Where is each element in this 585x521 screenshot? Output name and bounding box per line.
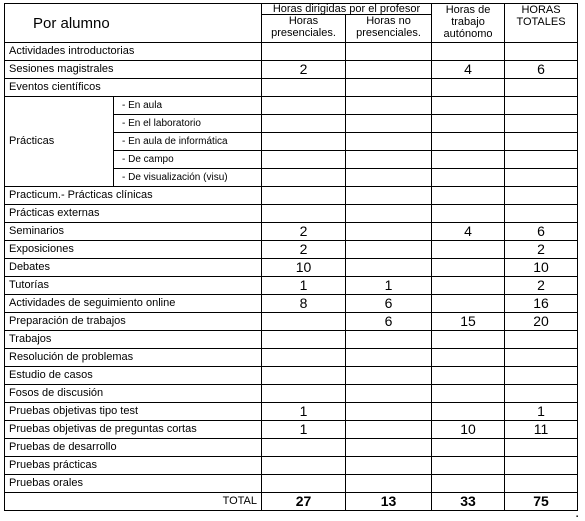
hours-cell-t [505,169,578,187]
activity-label: Pruebas de desarrollo [5,439,262,457]
hours-cell-p: 2 [262,61,346,79]
hours-cell-t [505,475,578,493]
hours-cell-t [505,97,578,115]
hours-cell-p: 2 [262,223,346,241]
hours-cell-np: 1 [346,277,432,295]
hours-cell-a: 33 [432,493,505,511]
hours-cell-np [346,259,432,277]
hours-cell-p: 1 [262,403,346,421]
header-row [5,4,578,15]
activity-label: Exposiciones [5,241,262,259]
table-row [5,223,578,241]
hours-cell-p: 8 [262,295,346,313]
hours-cell-np [346,457,432,475]
activity-label: Tutorías [5,277,262,295]
table-row [5,475,578,493]
presenciales-header: Horas presenciales. [262,15,346,43]
practicas-sub-label: - En aula de informática [114,133,262,151]
table-row [5,79,578,97]
activity-label: Estudio de casos [5,367,262,385]
hours-cell-np: 13 [346,493,432,511]
hours-cell-a: 10 [432,421,505,439]
hours-cell-np [346,133,432,151]
table-row [5,97,578,115]
hours-cell-t: 2 [505,277,578,295]
practicas-sub-label: - De campo [114,151,262,169]
hours-cell-a [432,43,505,61]
activity-label: Actividades de seguimiento online [5,295,262,313]
hours-cell-t: 11 [505,421,578,439]
hours-cell-a [432,115,505,133]
hours-cell-t: 20 [505,313,578,331]
hours-cell-np: 6 [346,313,432,331]
hours-cell-t [505,79,578,97]
hours-cell-t: 2 [505,241,578,259]
hours-cell-a: 4 [432,223,505,241]
hours-cell-t [505,133,578,151]
hours-cell-t: 16 [505,295,578,313]
hours-cell-a [432,385,505,403]
hours-cell-np [346,385,432,403]
no-presenciales-header: Horas no presenciales. [346,15,432,43]
hours-cell-np [346,367,432,385]
table-row [5,259,578,277]
hours-cell-np [346,421,432,439]
hours-cell-t [505,439,578,457]
activity-label: Pruebas objetivas de preguntas cortas [5,421,262,439]
hours-cell-t [505,115,578,133]
hours-cell-a [432,151,505,169]
activity-label: Sesiones magistrales [5,61,262,79]
table-row [5,61,578,79]
corner-mark: ▪ [576,514,579,520]
hours-cell-p: 10 [262,259,346,277]
hours-cell-a [432,205,505,223]
activity-label: Pruebas prácticas [5,457,262,475]
hours-cell-a [432,169,505,187]
hours-table [4,3,578,511]
table-row [5,277,578,295]
activity-label: Preparación de trabajos [5,313,262,331]
table-row [5,439,578,457]
hours-cell-a [432,457,505,475]
hours-cell-p [262,367,346,385]
hours-cell-p [262,457,346,475]
table-row [5,187,578,205]
hours-cell-p [262,43,346,61]
hours-cell-t [505,349,578,367]
hours-cell-p: 1 [262,421,346,439]
hours-cell-p [262,385,346,403]
hours-cell-a [432,97,505,115]
activity-label: Practicum.- Prácticas clínicas [5,187,262,205]
table-row [5,457,578,475]
activity-label: Debates [5,259,262,277]
hours-cell-np [346,223,432,241]
total-label: TOTAL [5,493,262,511]
practicas-sub-label: - En aula [114,97,262,115]
hours-cell-np [346,331,432,349]
table-row [5,241,578,259]
hours-cell-a [432,403,505,421]
activity-label: Resolución de problemas [5,349,262,367]
hours-cell-p [262,205,346,223]
hours-cell-a [432,295,505,313]
hours-cell-a [432,277,505,295]
hours-cell-np [346,97,432,115]
hours-cell-p [262,475,346,493]
activity-label: Pruebas objetivas tipo test [5,403,262,421]
hours-cell-np [346,205,432,223]
hours-cell-t: 6 [505,223,578,241]
practicas-sub-label: - De visualización (visu) [114,169,262,187]
hours-cell-t [505,367,578,385]
hours-cell-np [346,187,432,205]
hours-cell-a [432,259,505,277]
hours-cell-p [262,187,346,205]
hours-cell-a [432,475,505,493]
hours-cell-p [262,169,346,187]
totales-header: HORAS TOTALES [505,4,578,43]
hours-cell-np [346,115,432,133]
hours-cell-p: 1 [262,277,346,295]
total-row [5,493,578,511]
hours-cell-np [346,43,432,61]
table-row [5,205,578,223]
hours-cell-a [432,241,505,259]
table-row [5,349,578,367]
hours-cell-a [432,187,505,205]
hours-cell-np [346,403,432,421]
table-row [5,403,578,421]
hours-cell-np [346,61,432,79]
hours-cell-a: 4 [432,61,505,79]
hours-cell-p: 27 [262,493,346,511]
table-row [5,367,578,385]
hours-cell-t [505,385,578,403]
table-row [5,43,578,61]
table-row [5,331,578,349]
hours-cell-a [432,439,505,457]
table-row [5,295,578,313]
hours-cell-t [505,205,578,223]
hours-cell-np: 6 [346,295,432,313]
hours-cell-np [346,349,432,367]
hours-cell-a [432,79,505,97]
hours-cell-t: 6 [505,61,578,79]
activity-label: Actividades introductorias [5,43,262,61]
table-row [5,313,578,331]
practicas-label: Prácticas [5,97,114,187]
hours-cell-a [432,367,505,385]
hours-cell-p: 2 [262,241,346,259]
hours-cell-t [505,43,578,61]
activity-label: Eventos científicos [5,79,262,97]
hours-cell-p [262,439,346,457]
hours-cell-np [346,241,432,259]
hours-cell-np [346,151,432,169]
hours-cell-a [432,349,505,367]
hours-cell-a: 15 [432,313,505,331]
practicas-sub-label: - En el laboratorio [114,115,262,133]
hours-cell-t [505,331,578,349]
hours-cell-t [505,457,578,475]
hours-cell-a [432,331,505,349]
hours-cell-np [346,79,432,97]
hours-cell-np [346,169,432,187]
activity-label: Trabajos [5,331,262,349]
hours-cell-p [262,151,346,169]
hours-cell-t: 75 [505,493,578,511]
hours-cell-t [505,187,578,205]
hours-cell-np [346,439,432,457]
hours-cell-np [346,475,432,493]
hours-cell-a [432,133,505,151]
activity-label: Fosos de discusión [5,385,262,403]
activity-label: Prácticas externas [5,205,262,223]
table-row [5,385,578,403]
hours-cell-p [262,115,346,133]
table-row [5,421,578,439]
hours-cell-p [262,133,346,151]
por-alumno-header: Por alumno [5,4,262,43]
hours-cell-p [262,313,346,331]
hours-cell-p [262,331,346,349]
activity-label: Pruebas orales [5,475,262,493]
hours-cell-t [505,151,578,169]
group-header: Horas dirigidas por el profesor [262,4,432,15]
hours-cell-t: 1 [505,403,578,421]
autonomo-header: Horas de trabajo autónomo [432,4,505,43]
hours-cell-p [262,79,346,97]
hours-cell-p [262,97,346,115]
hours-cell-p [262,349,346,367]
activity-label: Seminarios [5,223,262,241]
hours-cell-t: 10 [505,259,578,277]
